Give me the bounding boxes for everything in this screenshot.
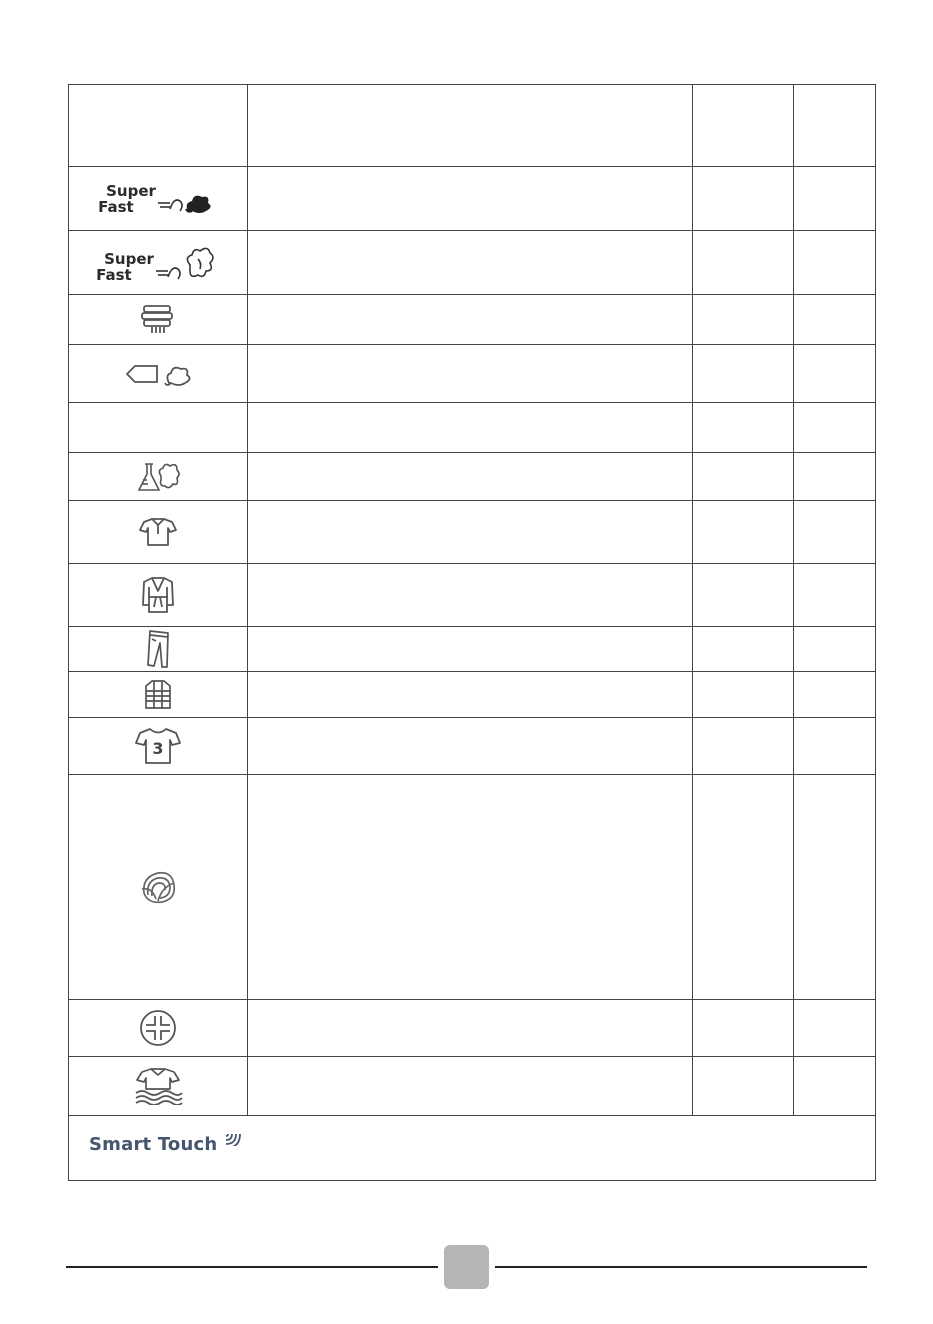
program-icon-cell [69, 453, 247, 500]
program-icon-cell [69, 501, 247, 563]
hygiene-cross-icon [138, 1008, 178, 1048]
towels-stack-icon [138, 303, 178, 337]
table-row [69, 1000, 875, 1057]
program-icon-cell [69, 345, 247, 402]
program-icon-cell [69, 672, 247, 717]
column-divider [793, 85, 794, 1116]
program-icon-cell [69, 167, 247, 230]
fast-label: Fast [96, 265, 132, 284]
table-row [69, 1057, 875, 1116]
column-divider [692, 85, 693, 1116]
shirt-icon [138, 516, 178, 548]
table-header-row [69, 85, 875, 167]
wireless-signal-icon [222, 1126, 242, 1146]
table-row [69, 627, 875, 672]
super-label: Super [106, 181, 156, 200]
program-icon-cell [69, 1000, 247, 1056]
program-icon-cell [69, 718, 247, 774]
shirt-wave-icon [132, 1067, 184, 1105]
wool-ball-icon [138, 869, 178, 905]
duvet-jacket-icon [142, 678, 174, 712]
program-table [68, 84, 876, 1181]
footer-rule-right [495, 1266, 867, 1268]
jeans-icon [143, 629, 173, 669]
table-row [69, 453, 875, 501]
table-row [69, 672, 875, 718]
program-icon-cell [69, 564, 247, 626]
footer-rule-left [66, 1266, 438, 1268]
smart-touch-label: Smart Touch [89, 1134, 242, 1155]
shirt-number: 3 [152, 739, 164, 758]
bathrobe-icon [140, 575, 176, 615]
table-row [69, 718, 875, 775]
column-divider [247, 85, 248, 1116]
tag-cotton-icon [123, 359, 193, 389]
program-icon-cell [69, 627, 247, 671]
flask-synthetic-icon [135, 460, 181, 494]
table-row [69, 501, 875, 564]
table-row [69, 295, 875, 345]
program-icon-cell [69, 295, 247, 344]
super-label: Super [104, 249, 154, 268]
table-row [69, 167, 875, 231]
super-fast-cotton-icon [156, 185, 218, 215]
program-icon-cell [69, 231, 247, 294]
table-row [69, 345, 875, 403]
super-fast-synthetic-icon [154, 243, 220, 283]
smart-touch-row [69, 1116, 875, 1180]
program-icon-cell [69, 1057, 247, 1115]
table-row [69, 403, 875, 453]
page-number-chip [444, 1245, 489, 1289]
fast-label: Fast [98, 197, 134, 216]
table-row [69, 564, 875, 627]
table-row [69, 231, 875, 295]
program-icon-cell [69, 775, 247, 999]
table-row [69, 775, 875, 1000]
